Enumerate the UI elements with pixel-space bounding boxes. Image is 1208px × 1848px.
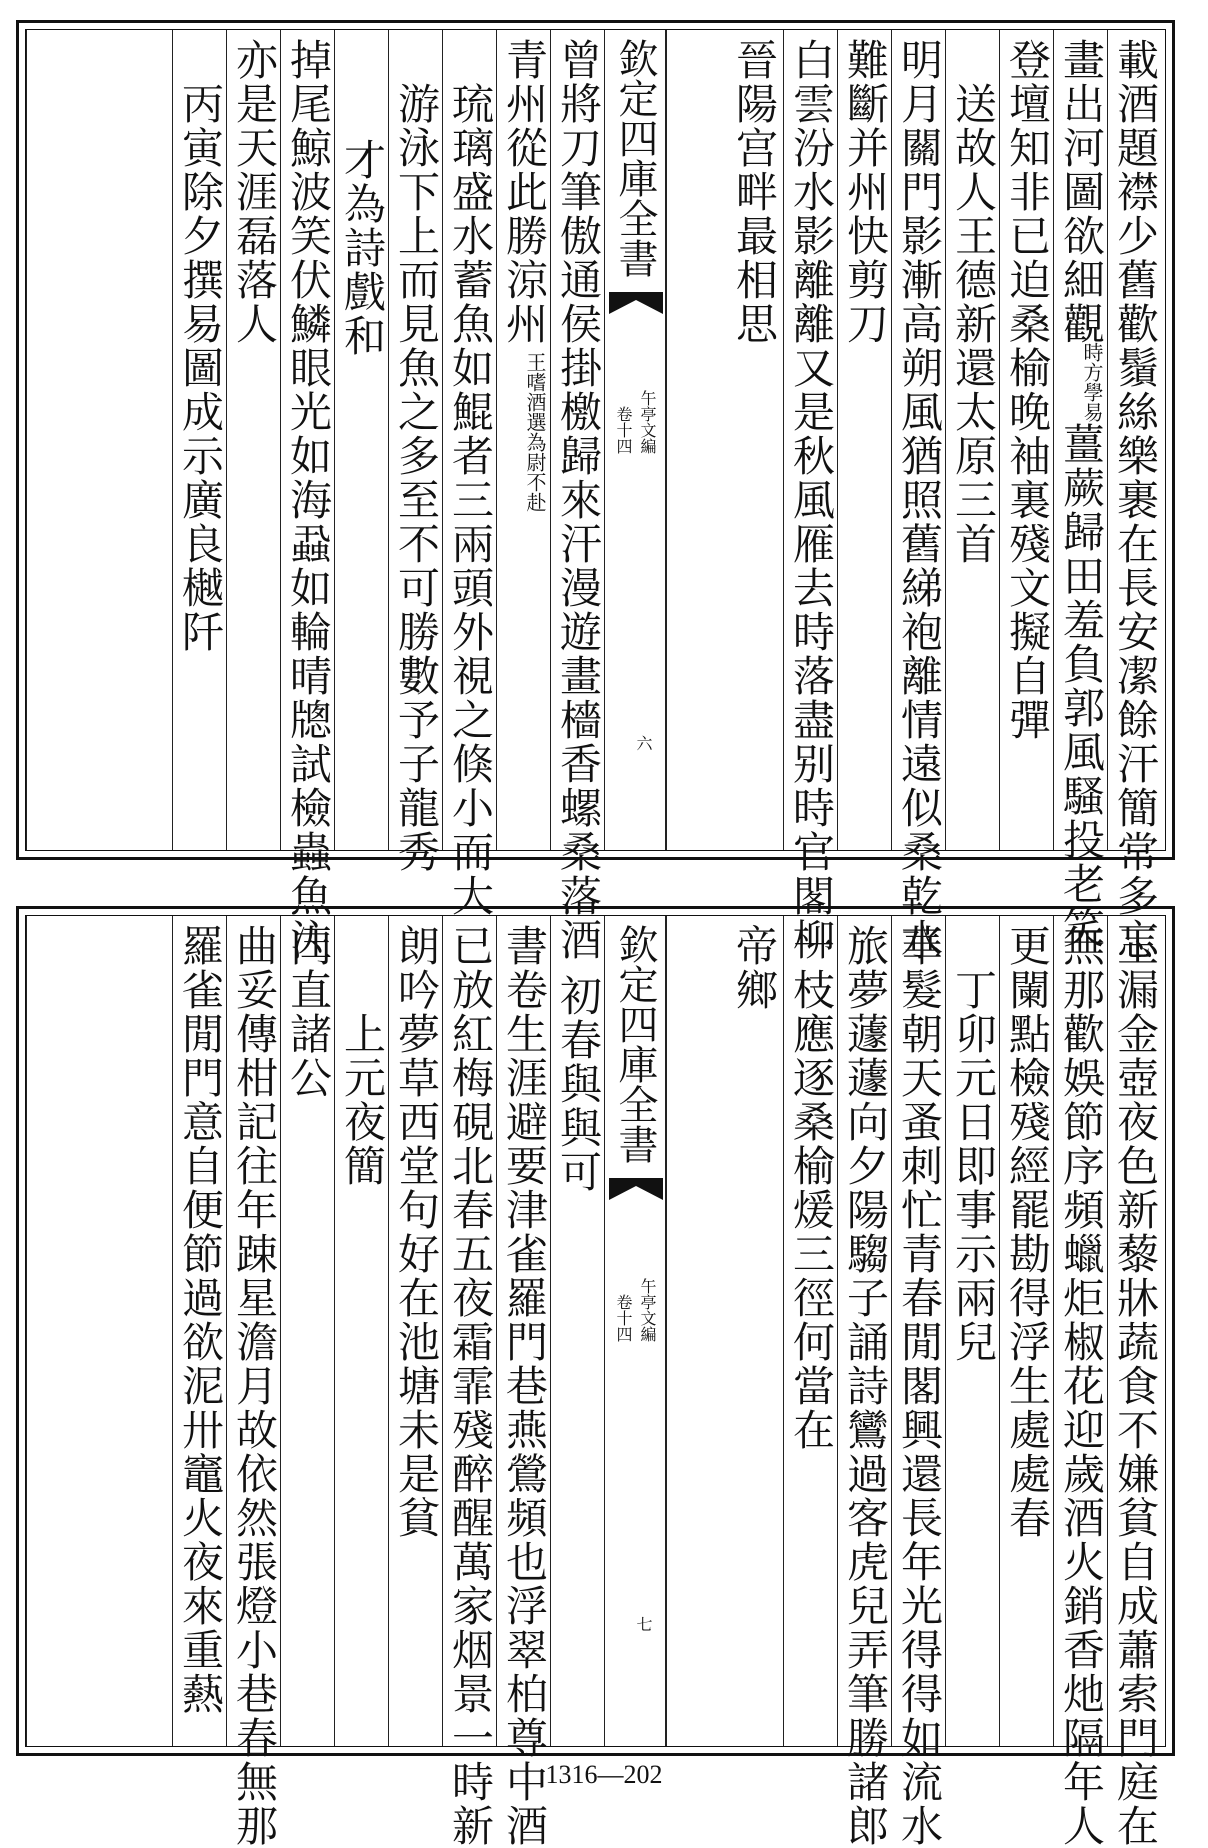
text-column <box>226 916 280 1848</box>
juan-number: 卷十四 <box>614 406 633 454</box>
text-column <box>945 916 999 1746</box>
text-line: 上元夜簡 <box>338 1012 387 1188</box>
text-line: 曾將刀筆傲通侯掛檄歸來汗漫遊畫檣香螺桑落酒 <box>554 38 603 962</box>
text-column <box>496 916 550 1848</box>
text-column <box>442 916 496 1848</box>
page-number: 七 <box>634 1616 653 1632</box>
text-column <box>999 916 1053 1746</box>
text-column <box>837 30 891 850</box>
text-line: 掉尾鯨波笑伏鱗眼光如海蝨如輪晴牕試檢蟲魚注 <box>284 38 333 962</box>
text-column <box>945 30 999 850</box>
text-line: 書卷生涯避要津雀羅門巷燕鶯頻也浮翠柏尊中酒 <box>500 924 549 1848</box>
fishtail-mark-icon <box>609 292 663 314</box>
text-column <box>334 916 388 1746</box>
text-line: 曲妥傳柑記往年踈星澹月故依然張燈小巷春無那 <box>230 924 279 1848</box>
text-column <box>550 916 604 1746</box>
page-footer-number: 1316—202 <box>545 1760 663 1789</box>
text-line: 難斷并州快剪刀 <box>841 38 890 346</box>
work-title: 午亭文編 <box>638 1278 657 1342</box>
page-center-strip <box>604 916 666 1746</box>
text-column <box>666 916 783 1746</box>
blank-column <box>26 916 172 1746</box>
text-column <box>666 30 783 850</box>
text-column <box>1107 30 1161 962</box>
page-center-strip <box>604 30 666 850</box>
text-line: 登壇知非已迫桑榆晚袖裏殘文擬自彈 <box>1003 38 1052 742</box>
text-line: 琉璃盛水蓄魚如鯤者三兩頭外視之倏小而大 <box>446 82 495 918</box>
book-title: 欽定四庫全書 <box>612 38 658 278</box>
text-column <box>783 30 837 962</box>
text-column <box>783 916 837 1746</box>
text-column <box>550 30 604 962</box>
text-line: 旅夢蘧蘧向夕陽騶子誦詩鸞過客虎兒弄筆勝諸郎 <box>841 924 890 1848</box>
text-line: 内直諸公 <box>284 924 333 1100</box>
text-column <box>280 30 334 962</box>
text-column <box>442 30 496 918</box>
text-line: 玉漏金壺夜色新藜牀蔬食不嫌貧自成蕭索門庭在 <box>1111 924 1160 1848</box>
text-column <box>172 916 226 1746</box>
blank-column <box>26 30 172 850</box>
text-line: 送故人王德新還太原三首 <box>949 82 998 566</box>
text-line: 才為詩戲和 <box>338 138 387 358</box>
annotation-note: 王嗜酒選為尉不赴 <box>523 352 547 512</box>
text-line: 羅雀閒門意自便節過欲泥卅竈火夜來重爇 <box>176 924 225 1716</box>
text-line: 丙寅除夕撰易圖成示廣良樾阡 <box>176 82 225 654</box>
text-line: 初春與與可 <box>554 974 603 1194</box>
text-column <box>891 916 945 1848</box>
text-column <box>388 916 442 1746</box>
text-column <box>334 30 388 850</box>
top-page-frame <box>25 29 1166 962</box>
text-column <box>999 30 1053 850</box>
text-column <box>837 916 891 1848</box>
top-page <box>16 20 1175 962</box>
text-line: 丁卯元日即事示兩兒 <box>949 968 998 1364</box>
text-line: 薑蕨歸田羞負郭風騷投老笑 <box>1057 422 1106 950</box>
text-column <box>496 30 550 850</box>
annotation-note: 時方學易 <box>1080 342 1104 422</box>
text-line: 載酒題襟少舊歡鬚絲樂裹在長安㓗餘汗簡常多忘 <box>1111 38 1160 962</box>
text-line: 帝鄉 <box>730 924 779 1012</box>
text-line: 華髮朝天蚤刺忙青春閒閣興還長年光得得如流水 <box>895 924 944 1848</box>
text-line: 無那歡娛節序頻蠟炬椒花迎歲酒火銷香灺隔年人 <box>1057 924 1106 1848</box>
text-column <box>891 30 945 962</box>
work-title: 午亭文編 <box>638 390 657 454</box>
text-line: 亦是天涯磊落人 <box>230 38 279 346</box>
book-title: 欽定四庫全書 <box>612 924 658 1164</box>
text-line: 白雲汾水影離離又是秋風雁去時落盡别時官閣柳 <box>787 38 836 962</box>
text-column <box>172 30 226 850</box>
text-line: 畫出河圖欲細觀 <box>1057 38 1106 346</box>
text-line: 朗吟夢草西堂句好在池塘未是貧 <box>392 924 441 1540</box>
text-line: 青州從此勝涼州 <box>500 38 549 346</box>
text-line: 更闌點檢殘經罷勘得浮生處處春 <box>1003 924 1052 1540</box>
text-line: 晉陽宫畔最相思 <box>730 38 779 346</box>
text-column <box>226 30 280 850</box>
page-number: 六 <box>634 735 653 751</box>
text-column <box>388 30 442 874</box>
fishtail-mark-icon <box>609 1178 663 1200</box>
text-column <box>1053 916 1107 1848</box>
juan-number: 卷十四 <box>614 1294 633 1342</box>
text-column <box>1107 916 1161 1848</box>
text-line: 游泳下上而見魚之多至不可勝數予子龍秀 <box>392 82 441 874</box>
text-column <box>280 916 334 1746</box>
text-line: 明月關門影漸高朔風猶照舊綈袍離情遠似桑乾水 <box>895 38 944 962</box>
text-line: 一枝應逐桑榆煖三徑何當在 <box>787 924 836 1452</box>
text-line: 已放紅梅硯北春五夜霜霏殘醉醒萬家烟景一時新 <box>446 924 495 1848</box>
text-column <box>1053 30 1107 950</box>
